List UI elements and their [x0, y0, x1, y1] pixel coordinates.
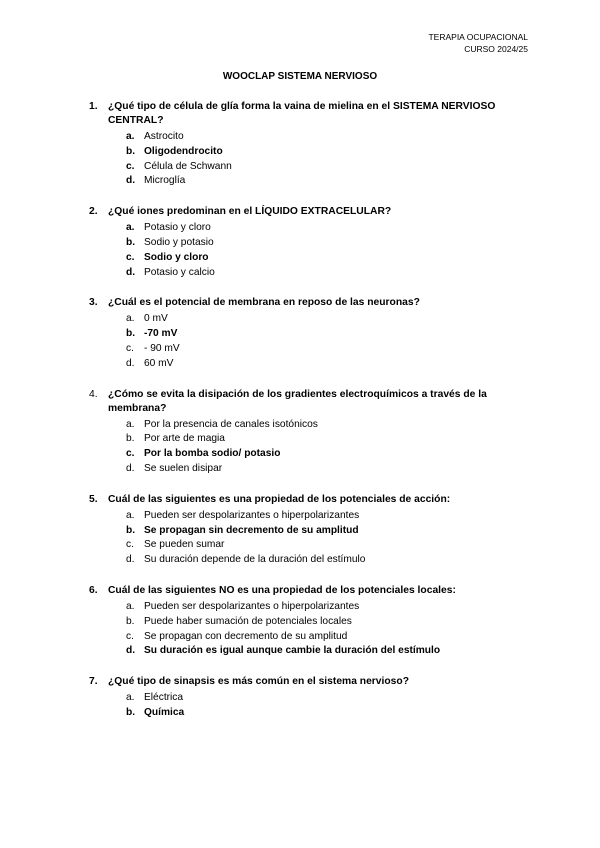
option-text: Pueden ser despolarizantes o hiperpolarizantes	[144, 600, 360, 612]
option-a	[126, 312, 539, 327]
document-header	[428, 31, 528, 55]
document-title: WOOCLAP SISTEMA NERVIOSO	[222, 71, 378, 82]
option-text: Por la bomba sodio/ potasio	[144, 448, 281, 460]
option-list	[89, 221, 539, 280]
option-letter: b.	[126, 236, 136, 248]
option-list	[89, 691, 539, 721]
option-text: Potasio y cloro	[144, 222, 211, 234]
question-header	[89, 205, 539, 219]
option-a	[126, 691, 539, 706]
option-c	[126, 630, 539, 645]
option-a	[126, 221, 539, 236]
question-text: Cuál de las siguientes NO es una propiedad de los potenciales locales:	[108, 584, 456, 596]
option-text: -70 mV	[144, 328, 178, 340]
option-d	[126, 462, 539, 477]
question-number: 1.	[89, 101, 98, 112]
option-text: Su duración es igual aunque cambie la duración del estímulo	[144, 645, 441, 657]
option-text: Por la presencia de canales isotónicos	[144, 418, 318, 430]
option-c	[126, 447, 539, 462]
option-letter: c.	[126, 342, 134, 354]
option-a	[126, 509, 539, 524]
option-c	[126, 342, 539, 357]
question-7	[89, 675, 539, 721]
option-letter: a.	[126, 222, 135, 234]
option-list	[89, 130, 539, 189]
option-text: Célula de Schwann	[144, 160, 232, 172]
question-header	[89, 296, 539, 310]
option-letter: a.	[126, 692, 135, 704]
option-b	[126, 615, 539, 630]
option-b	[126, 327, 539, 342]
option-letter: a.	[126, 418, 135, 430]
option-list	[89, 418, 539, 477]
question-1	[89, 100, 539, 189]
question-list	[89, 100, 539, 737]
option-text: Microglía	[144, 175, 186, 187]
question-2	[89, 205, 539, 280]
option-c	[126, 538, 539, 553]
header-course: CURSO 2024/25	[464, 44, 528, 54]
option-text: Potasio y calcio	[144, 266, 215, 278]
option-letter: b.	[126, 706, 136, 718]
question-5	[89, 493, 539, 568]
question-text: ¿Cuál es el potencial de membrana en reposo de las neuronas?	[108, 297, 420, 309]
question-3	[89, 296, 539, 371]
option-c	[126, 251, 539, 266]
question-text: Cuál de las siguientes es una propiedad de los potenciales de acción:	[108, 493, 451, 505]
option-d	[126, 553, 539, 568]
option-text: Se propagan sin decremento de su amplitud	[144, 524, 359, 536]
option-b	[126, 236, 539, 251]
option-list	[89, 509, 539, 568]
question-header	[89, 388, 539, 416]
option-list	[89, 600, 539, 659]
question-number: 7.	[89, 676, 98, 688]
question-header	[89, 675, 539, 689]
option-d	[126, 174, 539, 189]
question-text: ¿Qué iones predominan en el LÍQUIDO EXTRACELULAR?	[108, 206, 392, 218]
option-text: Se pueden sumar	[144, 539, 225, 551]
option-d	[126, 644, 539, 659]
option-letter: c.	[126, 448, 135, 460]
option-letter: c.	[126, 160, 135, 172]
option-text: Puede haber sumación de potenciales locales	[144, 615, 352, 627]
question-6	[89, 584, 539, 659]
question-number: 5.	[89, 493, 98, 505]
option-b	[126, 706, 539, 721]
option-text: Oligodendrocito	[144, 145, 223, 157]
header-program: TERAPIA OCUPACIONAL	[428, 32, 528, 42]
option-text: Se suelen disipar	[144, 462, 223, 474]
question-header	[89, 493, 539, 507]
question-4	[89, 388, 539, 477]
option-letter: d.	[126, 645, 136, 657]
question-text: ¿Qué tipo de sinapsis es más común en el sistema nervioso?	[108, 676, 409, 688]
question-header	[89, 100, 539, 128]
option-letter: a.	[126, 509, 135, 521]
option-letter: d.	[126, 554, 135, 566]
option-text: Sodio y potasio	[144, 236, 214, 248]
option-text: 0 mV	[144, 313, 168, 325]
option-letter: d.	[126, 357, 135, 369]
option-letter: a.	[126, 131, 135, 142]
option-text: Química	[144, 706, 185, 718]
option-letter: c.	[126, 630, 134, 642]
option-text: 60 mV	[144, 357, 174, 369]
option-a	[126, 130, 539, 145]
question-number: 3.	[89, 297, 98, 309]
option-list	[89, 312, 539, 371]
question-number: 6.	[89, 584, 98, 596]
option-text: Se propagan con decremento de su amplitud	[144, 630, 348, 642]
option-letter: b.	[126, 145, 136, 157]
option-a	[126, 418, 539, 433]
option-text: Por arte de magia	[144, 433, 225, 445]
option-letter: b.	[126, 433, 135, 445]
question-text: ¿Qué tipo de célula de glía forma la vaina de mielina en el SISTEMA NERVIOSO CENTRAL?	[108, 101, 496, 126]
question-number: 4.	[89, 388, 98, 400]
option-d	[126, 266, 539, 281]
question-number: 2.	[89, 206, 98, 218]
option-letter: d.	[126, 462, 135, 474]
option-b	[126, 145, 539, 160]
option-b	[126, 432, 539, 447]
option-letter: d.	[126, 266, 136, 278]
option-letter: d.	[126, 175, 136, 187]
option-letter: a.	[126, 313, 135, 325]
option-b	[126, 524, 539, 539]
option-text: Sodio y cloro	[144, 251, 209, 263]
option-text: Eléctrica	[144, 692, 184, 704]
option-text: Pueden ser despolarizantes o hiperpolarizantes	[144, 509, 360, 521]
option-letter: b.	[126, 524, 136, 536]
option-text: - 90 mV	[144, 342, 180, 354]
option-text: Su duración depende de la duración del estímulo	[144, 554, 366, 566]
option-c	[126, 160, 539, 175]
question-text: ¿Cómo se evita la disipación de los gradientes electroquímicos a través de la membrana?	[108, 388, 487, 414]
option-d	[126, 357, 539, 372]
option-letter: a.	[126, 600, 135, 612]
option-text: Astrocito	[144, 131, 184, 142]
option-letter: c.	[126, 539, 134, 551]
question-header	[89, 584, 539, 598]
option-a	[126, 600, 539, 615]
option-letter: c.	[126, 251, 135, 263]
option-letter: b.	[126, 328, 136, 340]
option-letter: b.	[126, 615, 135, 627]
